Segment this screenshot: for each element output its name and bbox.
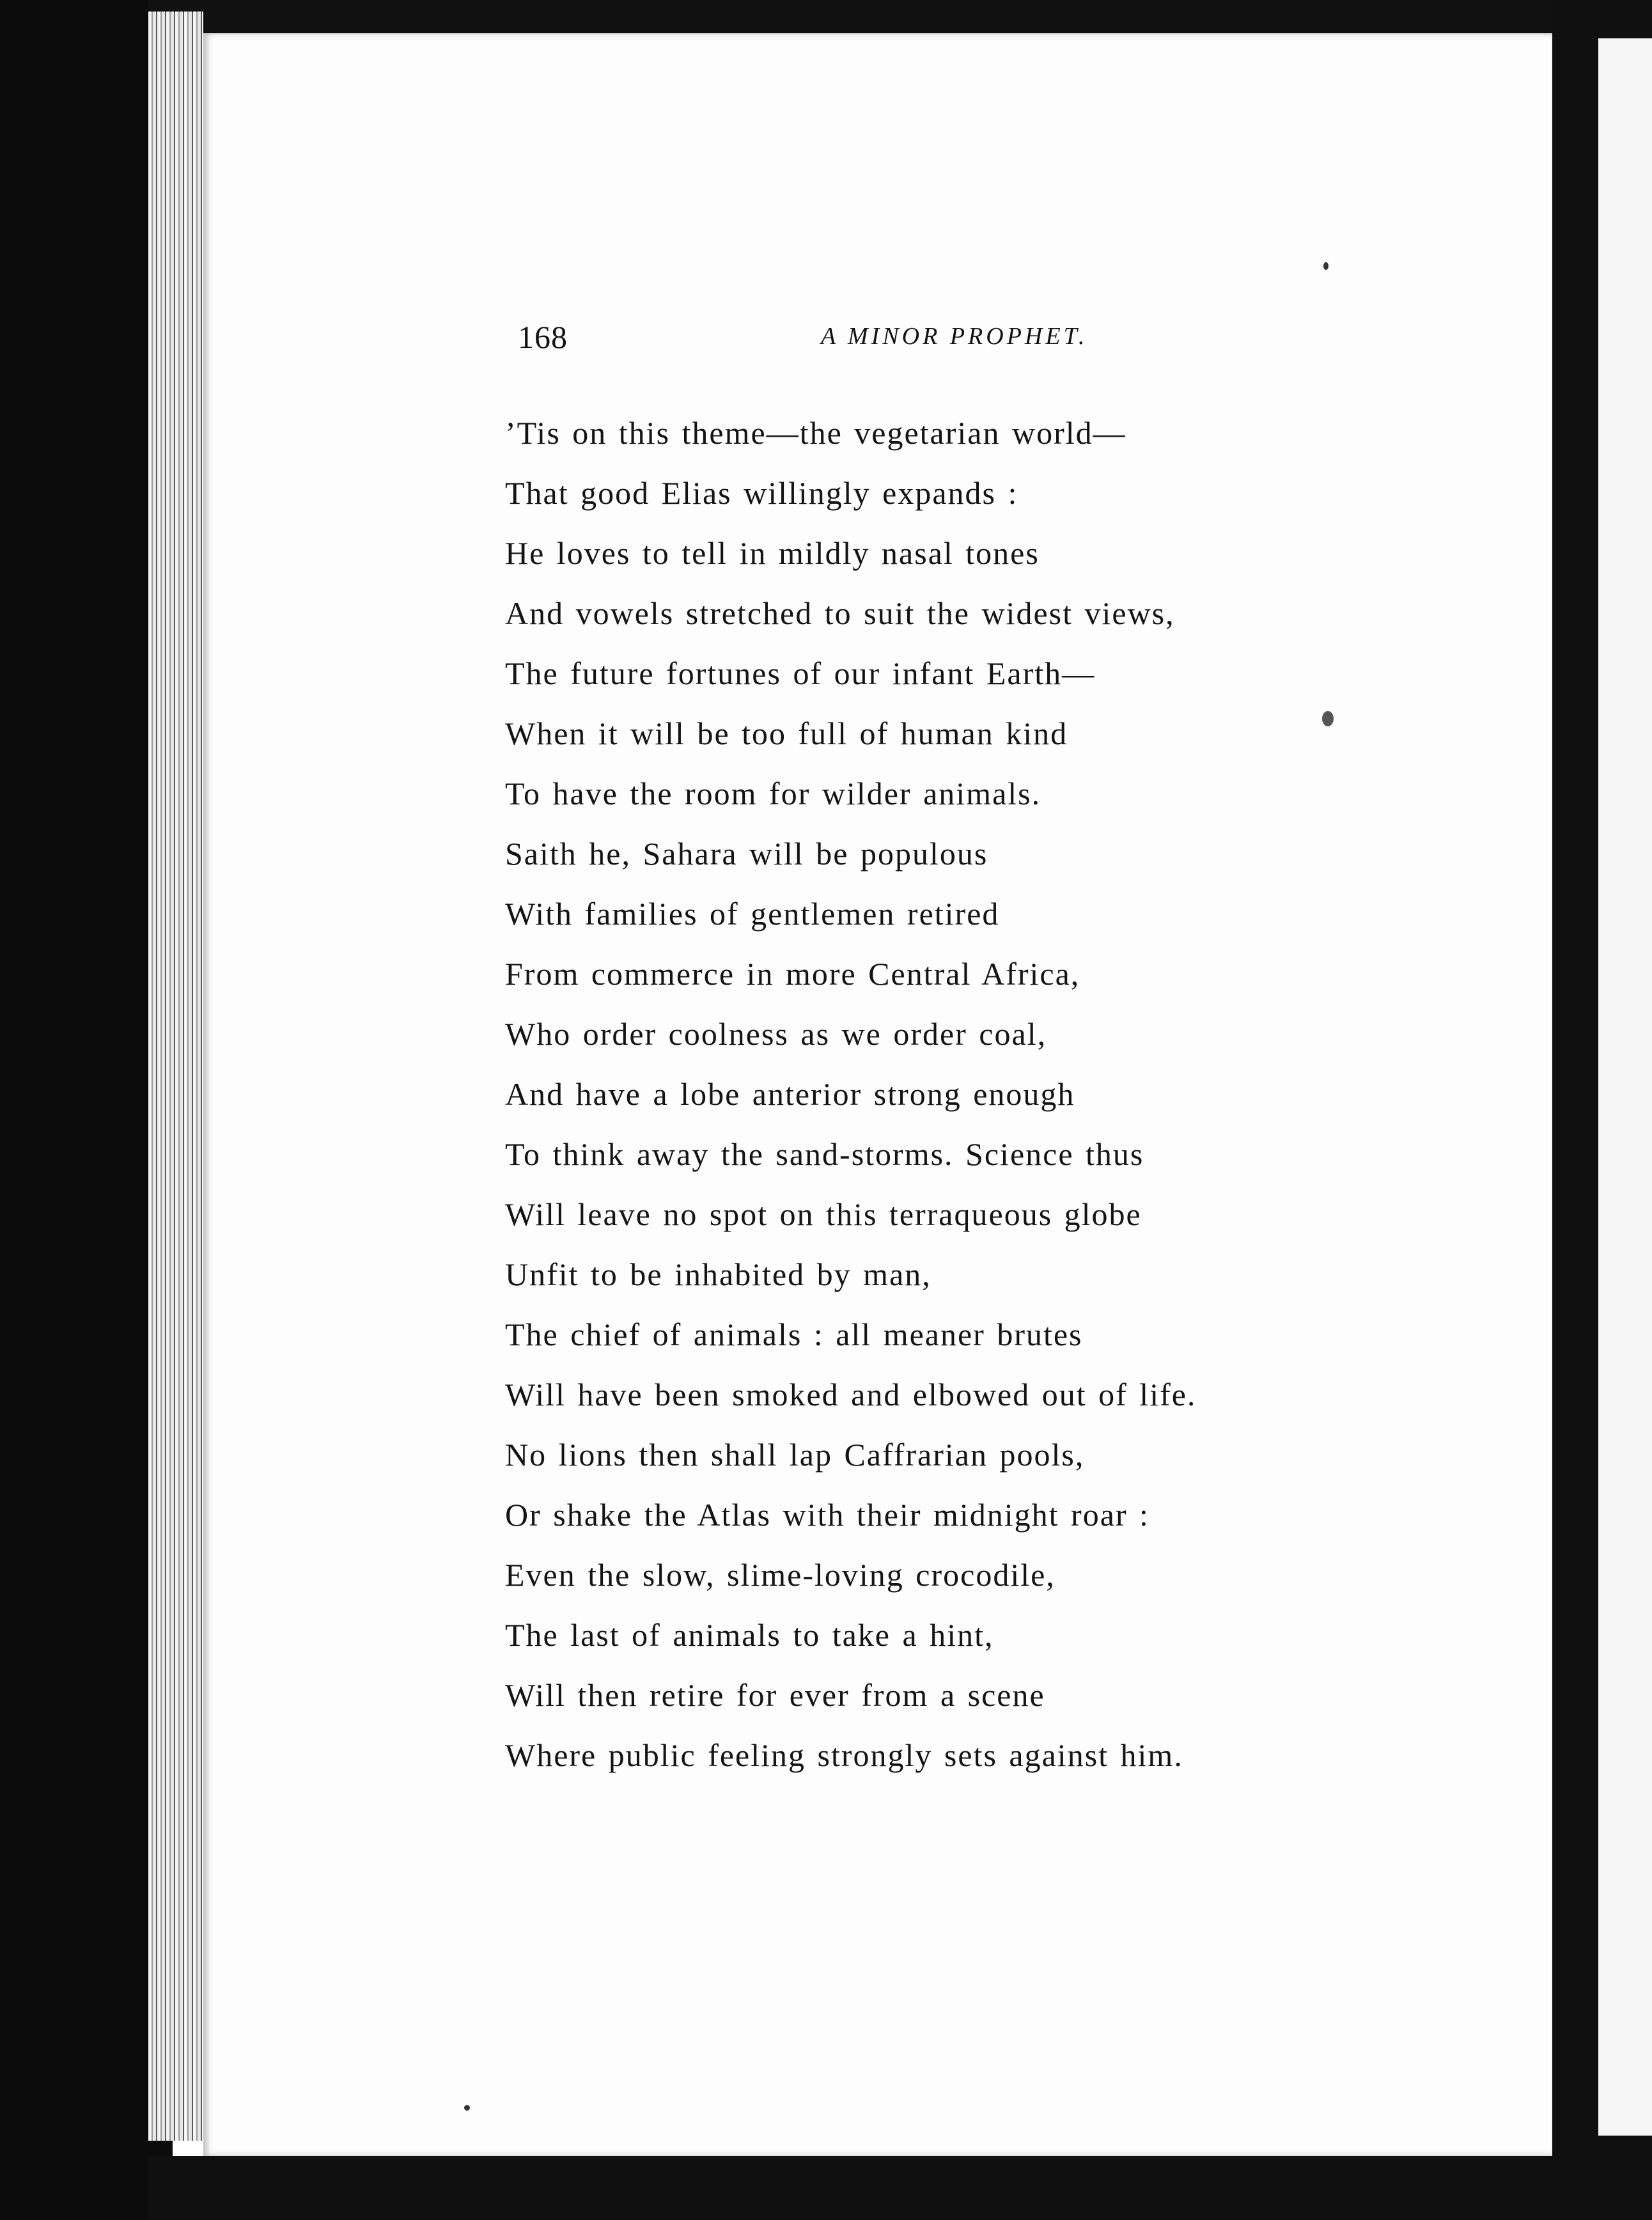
running-head [518,318,1125,363]
scanner-background-bottom [148,2156,1652,2220]
page-number: 168 [518,319,568,355]
poem-line: To have the room for wilder animals. [505,776,1041,811]
poem-line: The future fortunes of our infant Earth— [505,655,1096,691]
poem-line: Unfit to be inhabited by man, [505,1256,931,1292]
poem-line: Who order coolness as we order coal, [505,1016,1047,1052]
poem-line: The chief of animals : all meaner brutes [505,1317,1083,1352]
poem-line: From commerce in more Central Africa, [505,956,1080,992]
poem-line: Where public feeling strongly sets against him. [505,1737,1183,1773]
scanner-background-left [0,0,173,2220]
poem-line: To think away the sand-storms. Science thus [505,1136,1144,1172]
running-title: A MINOR PROPHET. [821,323,1088,350]
book-page-edges [148,12,203,2141]
poem-line: Will have been smoked and elbowed out of life. [505,1377,1197,1412]
ink-speck [1323,262,1329,270]
poem-line: Saith he, Sahara will be populous [505,836,988,872]
poem-line: And vowels stretched to suit the widest views, [505,595,1175,631]
poem-line: ’Tis on this theme—the vegetarian world— [505,415,1126,451]
poem-text [505,403,1304,1785]
scanner-background-top [148,0,1652,33]
poem-line: When it will be too full of human kind [505,715,1068,751]
poem-line: With families of gentlemen retired [505,896,1000,932]
ink-speck [1322,711,1334,726]
poem-line: Or shake the Atlas with their midnight roar : [505,1497,1149,1533]
next-page-edge [1598,38,1652,2136]
ink-speck [464,2105,470,2111]
poem-line: And have a lobe anterior strong enough [505,1076,1075,1112]
poem-line: Even the slow, slime-loving crocodile, [505,1557,1056,1593]
poem-line: That good Elias willingly expands : [505,475,1018,511]
poem-line: No lions then shall lap Caffrarian pools, [505,1437,1085,1473]
poem-line: Will then retire for ever from a scene [505,1677,1045,1713]
poem-line: The last of animals to take a hint, [505,1617,994,1653]
poem-line: He loves to tell in mildly nasal tones [505,535,1040,571]
poem-line: Will leave no spot on this terraqueous globe [505,1196,1142,1232]
